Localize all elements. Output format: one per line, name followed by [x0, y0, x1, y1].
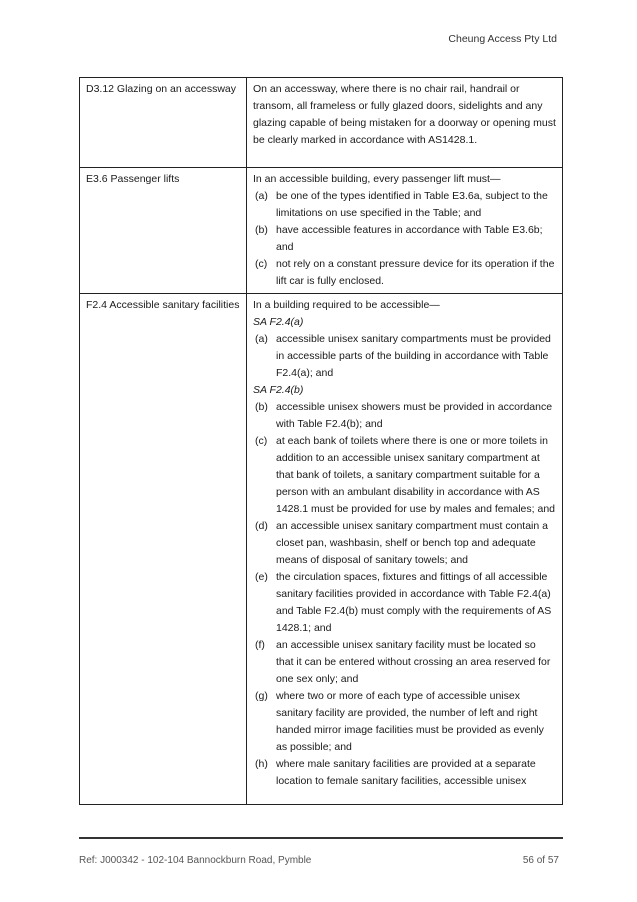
item-text: where male sanitary facilities are provided at a separate location to female sanitary facilities, accessible unisex — [276, 758, 536, 787]
item-letter: (b) — [255, 224, 268, 236]
table-row — [80, 78, 563, 168]
item-text: where two or more of each type of accessible unisex sanitary facility are provided, the number of left and right handed mirror image facilities must be provided as evenly as possible; and — [276, 690, 544, 753]
requirement-cell — [247, 168, 563, 294]
clause-cell: E3.6 Passenger lifts — [80, 168, 247, 294]
requirements-table — [79, 77, 563, 805]
item-letter: (c) — [255, 258, 268, 270]
list-item — [253, 399, 556, 433]
item-text: be one of the types identified in Table E3.6a, subject to the limitations on use specified in the Table; and — [276, 190, 548, 219]
list-item — [253, 331, 556, 382]
item-letter: (c) — [255, 435, 268, 447]
list-item — [253, 256, 556, 290]
page-number: 56 of 57 — [522, 855, 559, 866]
list-item — [253, 569, 556, 637]
header-company-name: Cheung Access Pty Ltd — [448, 33, 557, 45]
item-letter: (g) — [255, 690, 268, 702]
item-text: accessible unisex sanitary compartments must be provided in accessible parts of the building in accordance with Table F2.4(a); and — [276, 333, 551, 379]
item-letter: (f) — [255, 639, 265, 651]
requirement-cell — [247, 78, 563, 168]
item-letter: (a) — [255, 333, 268, 345]
item-letter: (a) — [255, 190, 268, 202]
list-item — [253, 756, 556, 790]
item-text: an accessible unisex sanitary facility must be located so that it can be entered without crossing an area reserved for one sex only; and — [276, 639, 551, 685]
item-letter: (e) — [255, 571, 268, 583]
item-text: an accessible unisex sanitary compartment must contain a closet pan, washbasin, shelf or bench top and adequate means of disposal of sanitary towels; and — [276, 520, 548, 566]
list-item — [253, 518, 556, 569]
item-text: accessible unisex showers must be provided in accordance with Table F2.4(b); and — [276, 401, 553, 430]
item-text: have accessible features in accordance with Table E3.6b; and — [276, 224, 543, 253]
requirement-intro: In a building required to be accessible— — [253, 299, 440, 311]
requirement-cell — [247, 294, 563, 805]
list-item — [253, 433, 556, 518]
item-letter: (d) — [255, 520, 268, 532]
table-row — [80, 294, 563, 805]
sa-variation-label: SA F2.4(a) — [253, 316, 304, 328]
item-letter: (b) — [255, 401, 268, 413]
clause-cell: F2.4 Accessible sanitary facilities — [80, 294, 247, 805]
table-row — [80, 168, 563, 294]
list-item — [253, 637, 556, 688]
list-item — [253, 222, 556, 256]
list-item — [253, 188, 556, 222]
clause-cell: D3.12 Glazing on an accessway — [80, 78, 247, 168]
footer-divider — [79, 837, 563, 839]
item-text: the circulation spaces, fixtures and fittings of all accessible sanitary facilities provided in accordance with Table F2.4(a) and Table F2.4(b) must comply with the requirements of AS 1428.1; and — [276, 571, 552, 634]
item-letter: (h) — [255, 758, 268, 770]
item-text: at each bank of toilets where there is one or more toilets in addition to an accessible unisex sanitary compartment at that bank of toilets, a sanitary compartment suitable for a person with an ambulant disability in accordance with AS 1428.1 must be provided for use by males and females; and — [276, 435, 555, 515]
item-text: not rely on a constant pressure device for its operation if the lift car is fully enclosed. — [276, 258, 555, 287]
footer-reference: Ref: J000342 - 102-104 Bannockburn Road, Pymble — [79, 855, 312, 866]
sa-variation-label: SA F2.4(b) — [253, 384, 304, 396]
list-item — [253, 688, 556, 756]
requirement-text: On an accessway, where there is no chair rail, handrail or transom, all frameless or fully glazed doors, sidelights and any glazing capable of being mistaken for a doorway or opening must be clearly marked in accordance with AS1428.1. — [253, 83, 556, 146]
requirement-intro: In an accessible building, every passenger lift must— — [253, 173, 501, 185]
